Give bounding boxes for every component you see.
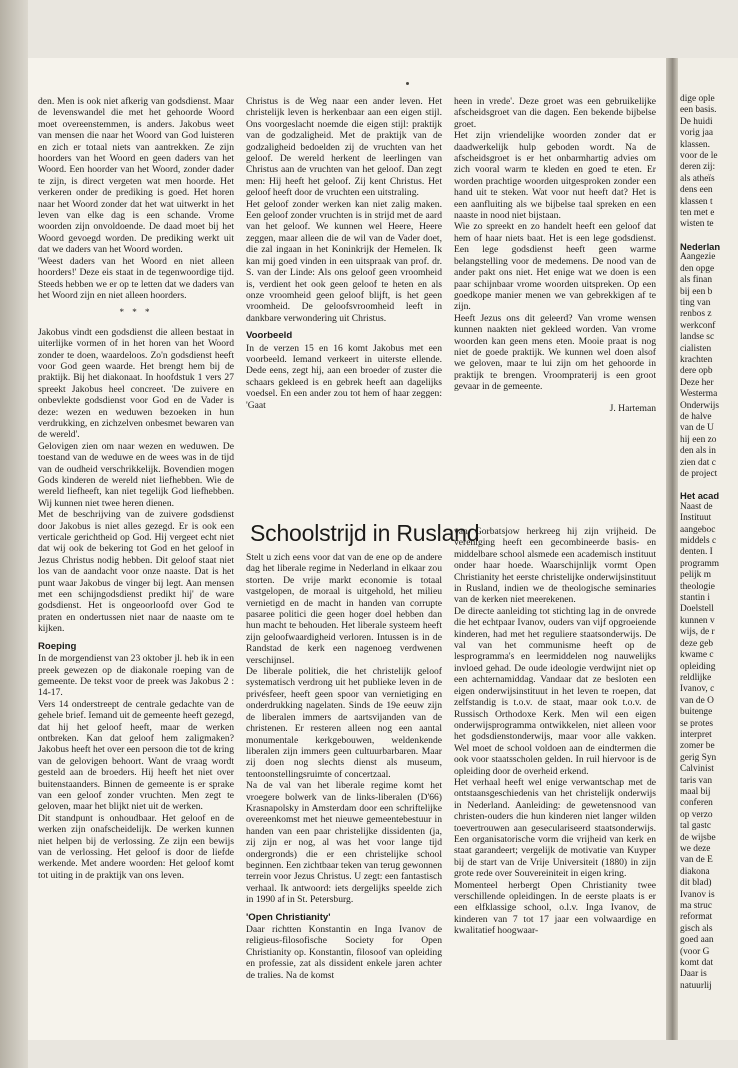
adjacent-line: dit blad) bbox=[680, 878, 712, 889]
adjacent-line: programm bbox=[680, 558, 720, 569]
paragraph: van Gorbatsjow herkreeg hij zijn vrijheid. De vereniging heeft een gecombineerde basis- en middelbare school alsmede een academisch instituut onder haar hoede. Waarschijnlijk vormt Open Christianity het eerste christelijke onderwijsinstituut in Rusland, indien we de theologische seminaries van de kerken niet meerekenen. bbox=[454, 526, 656, 606]
paragraph: Heeft Jezus ons dit geleerd? Van vrome wensen kunnen naakten niet gekleed worden. Van vrome woorden kan geen mens eten. Mooie praat is nog niet de goede praktijk. We kunnen wel doen alsof we geloven, maar te lui zijn om het gehoorde in praktijk te brengen. Vroompraterij is een groot gevaar in de gemeente. bbox=[454, 312, 656, 393]
article2-column-2 bbox=[454, 526, 656, 937]
adjacent-line: Calvinist bbox=[680, 764, 714, 775]
article2-column-1 bbox=[246, 552, 442, 981]
column-1 bbox=[38, 96, 234, 881]
adjacent-lines-2 bbox=[680, 252, 738, 480]
paragraph: Het geloof zonder werken kan niet zalig maken. Een geloof zonder vruchten is in strijd met de aard van het geloof. We kunnen wel Heere, Heere zeggen, maar alleen die de wil van de Vader doet, die zal ingaan in het Koninkrijk der Hemelen. Ik kan mij goed vinden in een uitspraak van prof. dr. S. van der Linde: Als ons geloof geen vroomheid is, verdient het ook geen geloof te heten en als onze vroomheid geen geloof blijft, is het geen vroomheid. De geloofsvroomheid leeft in dankbare verwondering uit Christus. bbox=[246, 198, 442, 324]
paragraph: De directe aanleiding tot stichting lag in de onvrede die het echtpaar Ivanov, ouders van vijf opgroeiende kinderen, had met het reguliere staatsonderwijs. De val van het communisme heeft op de lesprogramma's en leermiddelen nog nauwelijks invloed gehad. De oude ideologie verdwijnt niet op een achternamiddag. Vandaar dat ze besloten een eigen onderwijsinstituut in het leven te roepen, dat zelfstandig is t.o.v. de staat, maar ook t.o.v. de Russisch Orthodoxe Kerk. Men wil een eigen onderwijsprogramma ontwikkelen, niet alleen voor het godsdienstonderwijs, maar voor alle vakken. Wel moet de school voldoen aan de eindtermen die ook voor staatsscholen gelden. In ruil hiervoor is de opleiding door de overheid erkend. bbox=[454, 605, 656, 777]
adjacent-line: landse sc bbox=[680, 332, 715, 343]
adjacent-line: theologie bbox=[680, 581, 715, 592]
adjacent-line: zomer be bbox=[680, 741, 715, 752]
paragraph: 'Weest daders van het Woord en niet alleen hoorders!' Deze eis staat in de tegenwoordige tijd. Steeds hebben we er op te letten dat we daders van het Woord zijn en niet alleen hoorders. bbox=[38, 255, 234, 301]
adjacent-line: se protes bbox=[680, 718, 714, 729]
adjacent-line: natuurlij bbox=[680, 980, 712, 991]
adjacent-line: op verzo bbox=[680, 809, 713, 820]
adjacent-line: buitenge bbox=[680, 707, 713, 718]
adjacent-line: ting van bbox=[680, 297, 711, 308]
magazine-page bbox=[28, 58, 690, 1040]
adjacent-line: van de E bbox=[680, 855, 713, 866]
adjacent-line: Naast de bbox=[680, 501, 713, 512]
adjacent-line: dige ople bbox=[680, 94, 715, 104]
adjacent-line: renbos z bbox=[680, 309, 712, 320]
paragraph: Dit standpunt is onhoudbaar. Het geloof en de werken zijn onafscheidelijk. De werken kunnen niet helpen bij de verlossing. Ze zijn een bewijs van de verlossing. Het geloof is door de liefde werkende. Met andere woorden: Het geloof komt tot uiting in de praktijk van ons leven. bbox=[38, 812, 234, 881]
adjacent-line: Instituut bbox=[680, 513, 712, 524]
adjacent-line: Westerma bbox=[680, 389, 718, 400]
adjacent-line: de project bbox=[680, 469, 718, 479]
paragraph: Het verhaal heeft wel enige verwantschap met de ontstaansgeschiedenis van het christelijk onderwijs in Nederland. Aanleiding: de gewetensnood van christen-ouders die hun kinderen niet langer wilden toevertrouwen aan geseculariseerd staatsonderwijs. Een organisatorische vorm die vrijheid van kerk en staat garandeert; vergelijk de motivatie van Kuyper bij de start van de Vrije Universiteit (1880) in zijn grote rede over Souvereiniteit in eigen kring. bbox=[454, 776, 656, 880]
adjacent-line: als atheïs bbox=[680, 173, 715, 184]
paragraph: Daar richtten Konstantin en Inga Ivanov de religieus-filosofische Society for Open Christianity op. Konstantin, filosoof van opleiding en professie, zat als dissident enkele jaren achter de tralies. Na de komst bbox=[246, 924, 442, 981]
adjacent-line: aangeboc bbox=[680, 524, 716, 535]
adjacent-line: deze geb bbox=[680, 638, 714, 649]
adjacent-line: diakona bbox=[680, 866, 710, 877]
adjacent-line: hij een zo bbox=[680, 434, 717, 445]
paragraph: Christus is de Weg naar een ander leven. Het christelijk leven is herkenbaar aan een eigen stijl. Ons voorgeslacht noemde die eigen stijl: praktijk van de godzaligheid. Met de praktijk van de godzaligheid bedoelden zij de vruchten van het geloof. De wereld herkent de leerlingen van Christus aan de vruchten van het geloof. Dan zegt men: Hij heeft het geloof. Zij kent Christus. Het geloof heeft door de vruchten een uitstraling. bbox=[246, 96, 442, 199]
adjacent-line: klassen t bbox=[680, 196, 713, 207]
paragraph: Jakobus vindt een godsdienst die alleen bestaat in uiterlijke vormen of in het horen van het Woord zonder te doen, waardeloos. Zo'n godsdienst heeft voor God geen waarde. Het brengt hem bij de praktijk. Bij het diakonaat. In hoofdstuk 1 vers 27 spreekt Jakobus heel concreet. 'De zuivere en onbevlekte godsdienst voor God en de Vader is deze: wezen en weduwen bezoeken in hun verdrukking, en zichzelven onbesmet bewaren van de wereld'. bbox=[38, 326, 234, 441]
section-heading: Het acad bbox=[680, 490, 720, 502]
paragraph: Na de val van het liberale regime komt het vroegere bolwerk van de links-liberalen (D'66) Krasnapolsky in Amsterdam door een schriftelijke overeenkomst met het nieuwe gemeentebestuur in handen van een paar christelijke dissidenten (ja, zij zijn er nog, al was het voor lange tijd ondergronds) die er een christelijke school beginnen. Een zichtbaar teken van terug gewonnen terrein voor Jezus Christus. U zegt: een fantastisch verhaal. Ik antwoord: iets dergelijks speelde zich in 1990 af in St. Petersburg. bbox=[246, 780, 442, 906]
adjacent-line: pelijk m bbox=[680, 570, 711, 581]
adjacent-line: deren zij: bbox=[680, 162, 716, 173]
adjacent-line: vorig jaa bbox=[680, 128, 714, 139]
adjacent-line: reldlijke bbox=[680, 672, 712, 683]
adjacent-line: voor de le bbox=[680, 151, 718, 162]
adjacent-line: goed aan bbox=[680, 935, 714, 946]
adjacent-line: ma struc bbox=[680, 901, 713, 912]
adjacent-lines-1 bbox=[680, 94, 738, 231]
adjacent-line: wisten te bbox=[680, 219, 714, 230]
adjacent-line: Aangezie bbox=[680, 252, 716, 263]
adjacent-line: werkconf bbox=[680, 320, 716, 331]
section-heading: 'Open Christianity' bbox=[246, 911, 331, 923]
paragraph: In de verzen 15 en 16 komt Jakobus met een voorbeeld. Iemand verkeert in uiterste ellende. Dede eens, zegt hij, aan een broeder of zuster die schaars gekleed is en gebrek heeft aan dagelijks voedsel. En een ander zou tot hem of haar zeggen: 'Gaat bbox=[246, 342, 442, 411]
paragraph: Vers 14 onderstreept de centrale gedachte van de gehele brief. Iemand uit de gemeente heeft gezegd, dat hij het geloof heeft, maar de werken ontbreken. Kan dat geloof hem zaligmaken? Jakobus heeft het over een persoon die tot de kring van de gelovigen behoort. Want de vraag wordt gesteld aan de broeders. Hij heeft het niet over buitenstaanders. Binnen de gemeente is er sprake van een geloof zonder vruchten. Men zegt te geloven, maar het blijkt niet uit de werken. bbox=[38, 698, 234, 813]
adjacent-line: taris van bbox=[680, 775, 713, 786]
section-heading: Voorbeeld bbox=[246, 330, 293, 342]
adjacent-lines-3 bbox=[680, 502, 738, 992]
author-signature: J. Harteman bbox=[609, 402, 656, 414]
adjacent-line: opleiding bbox=[680, 661, 716, 672]
adjacent-line: komt dat bbox=[680, 958, 714, 969]
adjacent-line: wijs, de r bbox=[680, 627, 715, 638]
adjacent-line: we deze bbox=[680, 844, 711, 854]
paragraph: den. Men is ook niet afkerig van godsdienst. Maar de levenswandel die met het gehoorde Woord moet overeenstemmen, is anders. Jakobus weet van mensen die naar het Woord van God luisteren en zich er totaal niets van aantrekken. Ze zijn hoorders van het Woord en geen daders van het Woord. Een hoorder van het Woord, zonder dader te zijn, is direct vergeten wat men hoorde. Het verkeren onder de prediking is goed. Het horen naar het Woord zonder dat het wat uitwerkt in het leven van elke dag is een schande. Vrome woorden zijn onvoldoende. De daad moet bij het Woord gevoegd worden. De prediking werkt uit dat we daders van het Woord worden. bbox=[38, 96, 234, 256]
section-divider: * * * bbox=[119, 307, 153, 318]
adjacent-line: gisch als bbox=[680, 923, 713, 934]
paragraph: Met de beschrijving van de zuivere godsdienst door Jakobus is niet alles gezegd. Er is ook een verticale gerichtheid op God. Hij vergeet echt niet dat wij ook de bekering tot God en het geloof in Jezus Christus nodig hebben. Dit geloof staat niet los van de aandacht voor onze naaste. Dat is het punt waar Jakobus de vinger bij legt. Aan mensen met een schijngodsdienst predikt hij' de ware godsdienst. Het is ongeoorloofd over God te praten en ondertussen niet naar de naaste om te kijken. bbox=[38, 509, 234, 635]
adjacent-line: den als in bbox=[680, 446, 716, 457]
adjacent-line: interpret bbox=[680, 729, 712, 740]
adjacent-line: kwame c bbox=[680, 650, 714, 661]
adjacent-line: bij een b bbox=[680, 286, 713, 297]
page-edge-shadow bbox=[0, 0, 28, 1068]
paragraph: Gelovigen zien om naar wezen en weduwen. De toestand van de weduwe en de wees was in de tijd van de oudheid verschrikkelijk. Bovendien mogen Gods kinderen de wereld niet liefhebben. Wie de wereld liefheeft, kan niet tegelijk God liefhebben. Wij kunnen niet twee heren dienen. bbox=[38, 440, 234, 509]
adjacent-line: ten met e bbox=[680, 208, 715, 219]
book-gutter bbox=[666, 58, 678, 1040]
adjacent-line: Ivanov, c bbox=[680, 684, 715, 695]
adjacent-line: van de O bbox=[680, 695, 714, 706]
adjacent-line: gerig Syn bbox=[680, 752, 717, 763]
adjacent-line: stantin i bbox=[680, 593, 710, 604]
adjacent-line: Daar is bbox=[680, 969, 707, 980]
section-heading: Roeping bbox=[38, 640, 77, 652]
adjacent-line: conferen bbox=[680, 798, 713, 809]
paragraph: Momenteel herbergt Open Christianity twee verschillende opleidingen. In de eerste plaats is er een elfklassige school, o.l.v. Inga Ivanov, de kinderen van 7 tot 17 jaar een volwaardige en kwalitatief hoogwaar- bbox=[454, 879, 656, 937]
paragraph: Wie zo spreekt en zo handelt heeft een geloof dat hem of haar niets baat. Het is een lege godsdienst. Een lege godsdienst heeft geen warme belangstelling voor de medemens. De nood van de ander pakt ons niet. Het enige wat we doen is een paar schijnbaar vrome woorden uitspreken. Op een goedkope manier menen we van gebrekkigen af te zijn. bbox=[454, 221, 656, 313]
adjacent-line: Onderwijs bbox=[680, 400, 720, 411]
adjacent-line: Ivanov is bbox=[680, 889, 715, 900]
adjacent-line: middels c bbox=[680, 536, 717, 547]
paragraph: In de morgendienst van 23 oktober jl. heb ik in een preek gewezen op de diakonale roeping van de gemeente. De tekst voor de preek was Jakobus 2 : 14-17. bbox=[38, 653, 234, 699]
adjacent-line: Deze her bbox=[680, 377, 714, 388]
adjacent-line: Doelstell bbox=[680, 604, 714, 615]
adjacent-line: van de U bbox=[680, 423, 714, 434]
adjacent-page bbox=[676, 58, 738, 1040]
print-mark bbox=[406, 82, 409, 85]
column-2 bbox=[246, 96, 442, 411]
adjacent-line: (voor G bbox=[680, 946, 710, 957]
adjacent-line: klassen. bbox=[680, 139, 710, 150]
adjacent-line: kunnen v bbox=[680, 615, 715, 626]
adjacent-line: maal bij bbox=[680, 786, 711, 797]
adjacent-line: een basis. bbox=[680, 105, 717, 116]
article-title: Schoolstrijd in Rusland bbox=[250, 520, 480, 546]
adjacent-line: den opge bbox=[680, 263, 715, 274]
adjacent-page-column bbox=[680, 94, 738, 992]
section-heading: Nederlan bbox=[680, 240, 721, 252]
column-3 bbox=[454, 96, 656, 414]
adjacent-line: de wijsbe bbox=[680, 832, 716, 843]
adjacent-line: reformat bbox=[680, 912, 713, 923]
adjacent-line: dens een bbox=[680, 185, 713, 196]
adjacent-line: denten. I bbox=[680, 547, 713, 558]
adjacent-line: De huidi bbox=[680, 116, 713, 127]
paragraph: De liberale politiek, die het christelijk geloof systematisch verdrong uit het publieke leven in de privésfeer, heeft geen spoor van vernietiging en onderdrukking nagelaten. Sinds de 19e eeuw zijn de liberalen immers de aartsvijanden van de christenen. Er resteren alleen nog een aantal monumentale kerkgebouwen, weldenkende liberalen zijn immers geen cultuurbarbaren. Maar zij doen nog slechts dienst als museum, tentoonstellingsruimte of concertzaal. bbox=[246, 666, 442, 780]
adjacent-line: de halve bbox=[680, 411, 712, 422]
paragraph: heen in vrede'. Deze groet was een gebruikelijke afscheidsgroet van die dagen. Een bekende bijbelse groet. bbox=[454, 96, 656, 130]
adjacent-line: zien dat c bbox=[680, 457, 716, 468]
paragraph: Stelt u zich eens voor dat van de ene op de andere dag het liberale regime in Nederland in elkaar zou storten. De vrije markt economie is totaal vastgelopen, de moraal is uitgehold, het milieu vernietigd en de macht in handen van corrupte pasaree politici die geen hoger doel hebben dan hun macht te behouden. Het liberale systeem heeft zijn geloofwaardigheid verloren. Intussen is in de Randstad de kerk een nagenoeg verdwenen verschijnsel. bbox=[246, 552, 442, 666]
adjacent-line: cialisten bbox=[680, 343, 712, 354]
paragraph: Het zijn vriendelijke woorden zonder dat er daadwerkelijk hulp geboden wordt. Na de afscheidsgroet is er het onbarmhartig advies om zich vooral warm te kleden en goed te eten. Er worden prachtige woorden uitgesproken zonder een hand uit te steken. Wat voor nut heeft dat? Het is een aanfluiting als we bijbelse taal spreken en een naaste in nood niet bijstaan. bbox=[454, 130, 656, 222]
adjacent-line: dere opb bbox=[680, 366, 713, 377]
adjacent-line: krachten bbox=[680, 354, 713, 365]
adjacent-line: als finan bbox=[680, 275, 713, 286]
adjacent-line: tal gastc bbox=[680, 821, 711, 832]
